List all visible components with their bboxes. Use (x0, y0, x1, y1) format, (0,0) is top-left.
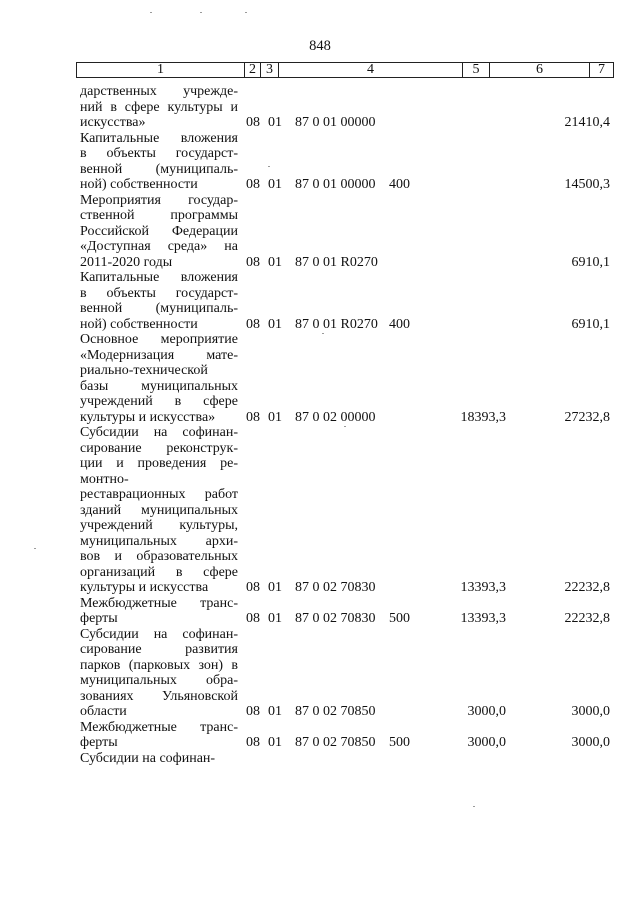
row-name-line: венной (муниципаль- (80, 301, 238, 316)
page-number: 848 (309, 38, 331, 54)
scan-speck (245, 12, 247, 13)
subsection-code: 01 (268, 409, 282, 425)
amount-col-7: 22232,8 (564, 580, 610, 595)
row-name-line: в объекты государст- (80, 146, 238, 161)
row-name-line: сирование реконструк- (80, 440, 238, 456)
table-header-row (76, 62, 614, 78)
amount-col-6: 3000,0 (467, 704, 506, 719)
target-article-code: 87 0 02 70850 (295, 704, 376, 719)
row-name-line: парков (парковых зон) в (80, 657, 238, 673)
row-name-line: ной) собственности (80, 316, 198, 332)
scan-speck (200, 12, 202, 13)
row-name-line: организаций в сфере (80, 564, 238, 580)
target-article-code: 87 0 01 00000 (295, 115, 376, 130)
target-article-code: 87 0 01 00000 (295, 177, 376, 192)
row-name-line: зданий муниципальных (80, 502, 238, 518)
subsection-code: 01 (268, 580, 282, 595)
row-name-line: области (80, 704, 127, 719)
table-row (80, 720, 610, 751)
subsection-code: 01 (268, 177, 282, 192)
amount-col-7: 6910,1 (571, 316, 610, 332)
row-name (80, 751, 238, 767)
target-article-code: 87 0 01 R0270 (295, 254, 378, 270)
row-name-line: «Модернизация мате- (80, 347, 238, 363)
row-name-line: Российской Федерации (80, 223, 238, 239)
row-name-line: риально-технической (80, 363, 208, 378)
row-name-line: Межбюджетные транс- (80, 595, 238, 611)
row-name (80, 425, 238, 596)
amount-col-7: 14500,3 (564, 177, 610, 192)
scan-speck (34, 548, 36, 549)
row-name-line: сирование развития (80, 642, 238, 657)
row-name-line: базы муниципальных (80, 378, 238, 394)
table-row (80, 751, 610, 767)
table-row (80, 193, 610, 271)
table-row (80, 596, 610, 627)
section-code: 08 (246, 704, 260, 719)
subsection-code: 01 (268, 704, 282, 719)
row-name-line: Капитальные вложения (80, 130, 238, 146)
section-code: 08 (246, 580, 260, 595)
row-name-line: зованиях Ульяновской (80, 688, 238, 704)
amount-col-7: 27232,8 (564, 409, 610, 425)
row-name (80, 596, 238, 627)
section-code: 08 (246, 409, 260, 425)
header-col-4: 4 (279, 63, 463, 77)
row-name-line: «Доступная среда» на (80, 239, 238, 254)
amount-col-6: 13393,3 (460, 611, 506, 626)
amount-col-6: 3000,0 (467, 735, 506, 750)
amount-col-7: 3000,0 (571, 704, 610, 719)
row-name (80, 193, 238, 271)
scan-speck (322, 333, 324, 334)
row-name-line: Мероприятия государ- (80, 192, 238, 208)
section-code: 08 (246, 177, 260, 192)
row-name-line: дарственных учрежде- (80, 84, 238, 99)
expense-type-code: 400 (389, 316, 410, 332)
row-name (80, 131, 238, 193)
header-col-7: 7 (598, 62, 605, 77)
header-col-6: 6 (490, 63, 590, 77)
row-name-line: Субсидии на софинан- (80, 750, 216, 766)
table-row (80, 627, 610, 720)
row-name-line: культуры и искусства» (80, 409, 216, 425)
amount-col-6: 18393,3 (460, 409, 506, 425)
row-name (80, 720, 238, 751)
expense-type-code: 400 (389, 177, 410, 192)
table-row (80, 270, 610, 332)
row-name-line: Основное мероприятие (80, 332, 238, 347)
amount-col-7: 6910,1 (571, 254, 610, 270)
row-name-line: учреждений в сфере (80, 394, 238, 409)
row-name-line: венной (муниципаль- (80, 161, 238, 177)
row-name-line: вов и образовательных (80, 549, 238, 564)
row-name-line: искусства» (80, 115, 146, 130)
row-name-line: Субсидии на софинан- (80, 425, 238, 440)
target-article-code: 87 0 02 70850 (295, 735, 376, 750)
section-code: 08 (246, 115, 260, 130)
row-name-line: Капитальные вложения (80, 270, 238, 285)
row-name-line: муниципальных обра- (80, 673, 238, 688)
header-col-2: 2 (245, 63, 261, 77)
section-code: 08 (246, 611, 260, 626)
row-name (80, 332, 238, 425)
target-article-code: 87 0 02 70830 (295, 611, 376, 626)
scan-speck (344, 426, 346, 427)
row-name-line: реставрационных работ (80, 487, 238, 502)
budget-table-body (80, 84, 610, 766)
expense-type-code: 500 (389, 611, 410, 626)
table-row (80, 332, 610, 425)
row-name-line: ний в сфере культуры и (80, 99, 238, 115)
row-name-line: Межбюджетные транс- (80, 719, 238, 735)
subsection-code: 01 (268, 254, 282, 270)
row-name-line: ной) собственности (80, 177, 198, 192)
row-name (80, 84, 238, 131)
target-article-code: 87 0 02 00000 (295, 409, 376, 425)
expense-type-code: 500 (389, 735, 410, 750)
scan-speck (268, 166, 270, 167)
section-code: 08 (246, 735, 260, 750)
row-name-line: культуры и искусства (80, 580, 209, 595)
scan-speck (150, 12, 152, 13)
header-col-3: 3 (261, 63, 279, 77)
row-name-line: Субсидии на софинан- (80, 626, 238, 642)
row-name-line: 2011-2020 годы (80, 254, 173, 270)
section-code: 08 (246, 254, 260, 270)
row-name-line: муниципальных архи- (80, 533, 238, 549)
target-article-code: 87 0 01 R0270 (295, 316, 378, 332)
row-name-line: ственной программы (80, 208, 238, 223)
row-name-line: монтно- (80, 471, 129, 487)
amount-col-7: 3000,0 (571, 735, 610, 750)
subsection-code: 01 (268, 115, 282, 130)
header-col-1: 1 (77, 63, 245, 77)
section-code: 08 (246, 316, 260, 332)
subsection-code: 01 (268, 611, 282, 626)
table-row (80, 84, 610, 131)
amount-col-6: 13393,3 (460, 580, 506, 595)
row-name-line: в объекты государст- (80, 285, 238, 301)
row-name (80, 270, 238, 332)
table-row (80, 131, 610, 193)
subsection-code: 01 (268, 735, 282, 750)
amount-col-7: 21410,4 (564, 115, 610, 130)
row-name-line: учреждений культуры, (80, 518, 238, 533)
row-name-line: ферты (80, 611, 118, 626)
header-col-5: 5 (463, 63, 490, 77)
row-name-line: ции и проведения ре- (80, 456, 238, 471)
row-name-line: ферты (80, 735, 118, 750)
amount-col-7: 22232,8 (564, 611, 610, 626)
target-article-code: 87 0 02 70830 (295, 580, 376, 595)
row-name (80, 627, 238, 720)
table-row (80, 425, 610, 596)
subsection-code: 01 (268, 316, 282, 332)
scan-speck (473, 806, 475, 807)
